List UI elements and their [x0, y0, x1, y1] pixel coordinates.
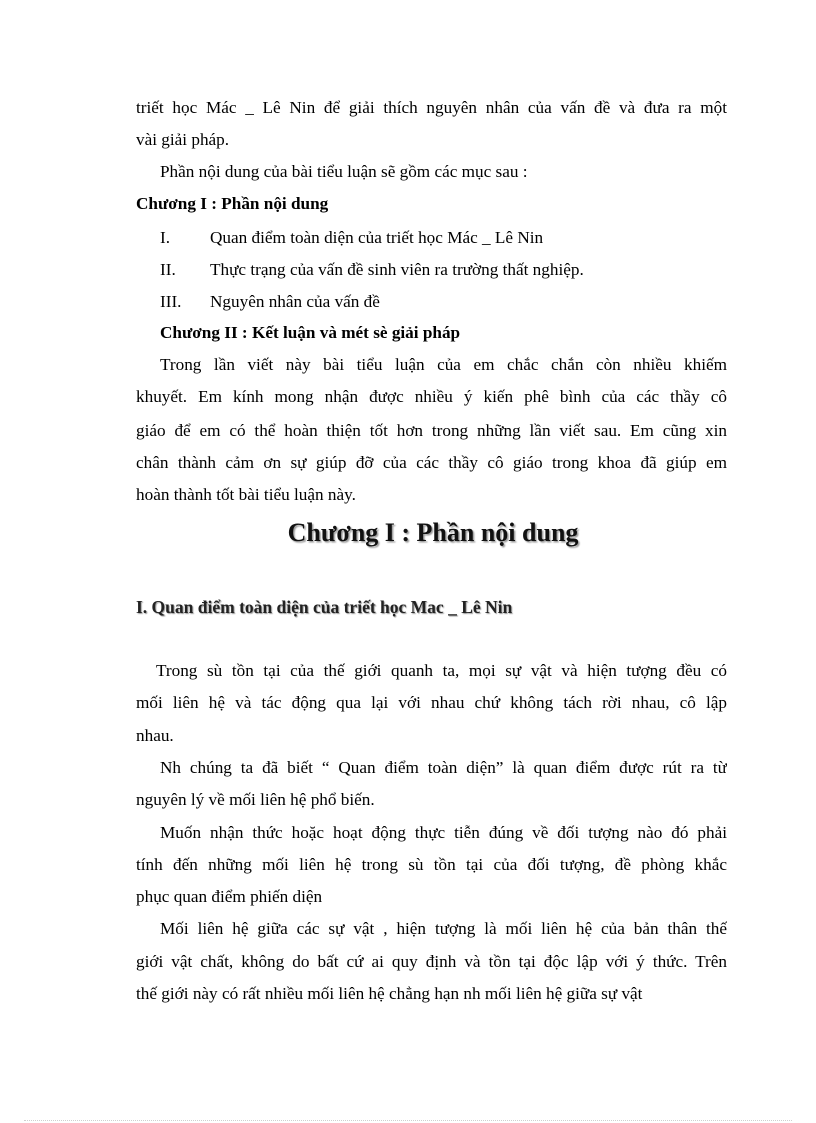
outline-chapter-1-title: Chương I : Phần nội dung [136, 194, 329, 213]
outline-item-1-text: Quan điểm toàn diện của triết học Mác _ Lê Nin [210, 228, 544, 247]
closing-line-1: Trong lần viết này bài tiểu luận của em chắc chắn còn nhiều khiếm [160, 355, 727, 374]
outline-item-3-text: Nguyên nhân của vấn đề [210, 292, 380, 311]
outline-item-1-numeral: I. [160, 228, 171, 247]
body-p2-line-2: nguyên lý về mối liên hệ phổ biến. [136, 790, 375, 809]
body-p1-line-2: mối liên hệ và tác động qua lại với nhau chứ không tách rời nhau, cô lập [136, 693, 727, 712]
chapter-heading: Chương I : Phần nội dung [287, 518, 579, 547]
body-p4-line-3: thế giới này có rất nhiều mối liên hệ chẳng hạn nh mối liên hệ giữa sự vật [136, 984, 643, 1003]
intro-line-2: vài giải pháp. [136, 130, 230, 149]
outline-item-3-numeral: III. [160, 292, 182, 311]
body-p2-line-1: Nh chúng ta đã biết “ Quan điểm toàn diện” là quan điểm được rút ra từ [160, 758, 727, 777]
closing-line-2: khuyết. Em kính mong nhận được nhiều ý kiến phê bình của các thầy cô [136, 387, 727, 406]
closing-line-5: hoàn thành tốt bài tiểu luận này. [136, 485, 356, 504]
outline-item-2-text: Thực trạng của vấn đề sinh viên ra trường thất nghiệp. [210, 260, 584, 279]
body-p1-line-3: nhau. [136, 726, 174, 745]
body-p3-line-3: phục quan điểm phiến diện [136, 887, 323, 906]
outline-item-2-numeral: II. [160, 260, 176, 279]
intro-line-3: Phần nội dung của bài tiểu luận sẽ gồm các mục sau : [160, 162, 528, 181]
intro-line-1: triết học Mác _ Lê Nin để giải thích nguyên nhân của vấn đề và đưa ra một [136, 98, 727, 117]
closing-line-3: giáo để em có thể hoàn thiện tốt hơn trong những lần viết sau. Em cũng xin [136, 421, 727, 440]
body-p1-line-1: Trong sù tồn tại của thế giới quanh ta, mọi sự vật và hiện tượng đều có [156, 661, 727, 680]
body-p4-line-2: giới vật chất, không do bất cứ ai quy định và tồn tại độc lập với ý thức. Trên [136, 952, 727, 971]
outline-chapter-2-title: Chương II : Kết luận và mét sè giải pháp [160, 323, 461, 342]
page-bottom-divider [24, 1120, 792, 1121]
section-heading: I. Quan điểm toàn diện của triết học Mac _ Lê Nin [136, 597, 513, 617]
body-p3-line-2: tính đến những mối liên hệ trong sù tồn tại của đối tượng, đề phòng khắc [136, 855, 727, 874]
closing-line-4: chân thành cảm ơn sự giúp đỡ của các thầy cô giáo trong khoa đã giúp em [136, 453, 727, 472]
body-p4-line-1: Mối liên hệ giữa các sự vật , hiện tượng là mối liên hệ của bản thân thế [160, 919, 727, 938]
body-p3-line-1: Muốn nhận thức hoặc hoạt động thực tiễn đúng về đối tượng nào đó phải [160, 823, 727, 842]
